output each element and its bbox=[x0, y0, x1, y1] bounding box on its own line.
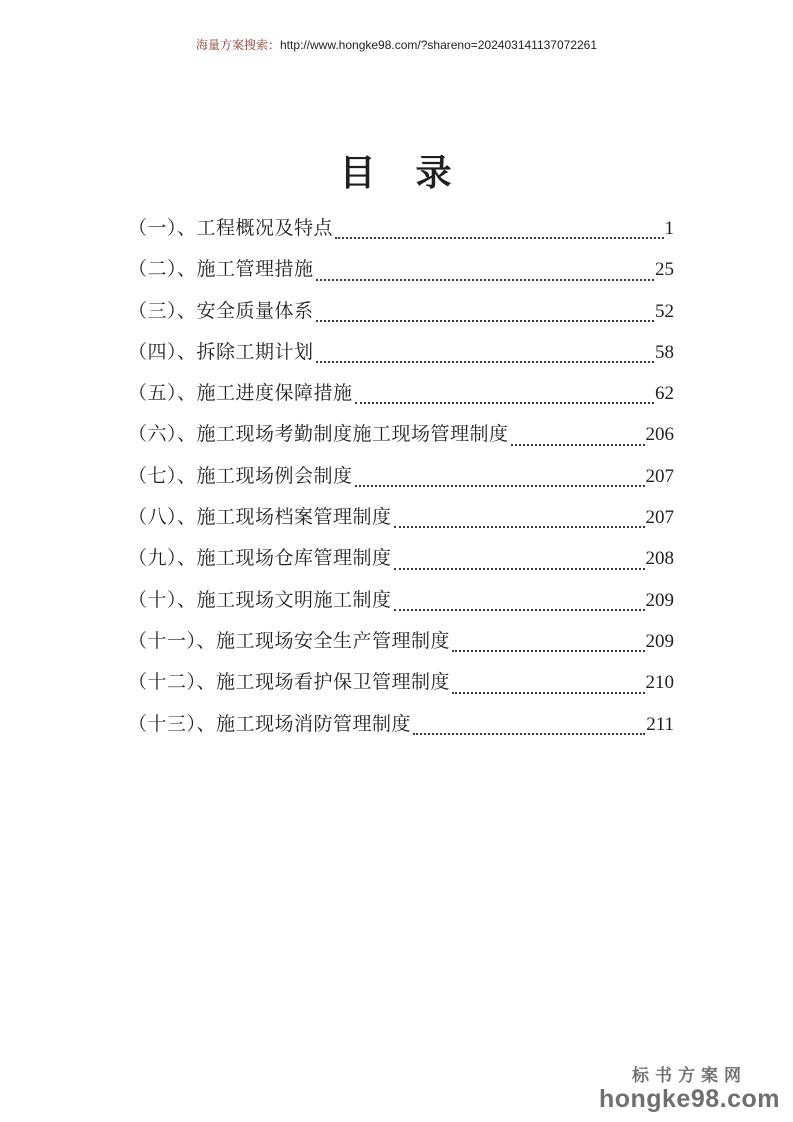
toc-entry[interactable] bbox=[128, 456, 674, 497]
toc-entry[interactable] bbox=[128, 538, 674, 579]
toc-entry-page: 207 bbox=[645, 507, 674, 529]
dot-leader bbox=[394, 568, 645, 570]
toc-entry-label: （一）、工程概况及特点 bbox=[128, 218, 334, 239]
page-header bbox=[0, 36, 793, 53]
toc-entry[interactable] bbox=[128, 414, 674, 455]
toc-entry-label: （三）、安全质量体系 bbox=[128, 300, 314, 322]
toc-entry[interactable] bbox=[128, 621, 674, 662]
dot-leader bbox=[452, 650, 644, 652]
toc-entry-page: 52 bbox=[655, 300, 674, 322]
toc-entry-label: （二）、施工管理措施 bbox=[128, 259, 314, 281]
toc-entry-page: 206 bbox=[645, 424, 674, 446]
toc-entry-page: 62 bbox=[655, 383, 674, 405]
toc-entry[interactable] bbox=[128, 373, 674, 414]
toc-entry[interactable] bbox=[128, 497, 674, 538]
toc-list bbox=[128, 208, 674, 745]
dot-leader bbox=[316, 361, 654, 363]
toc-entry[interactable] bbox=[128, 662, 674, 703]
toc-entry-label: （八）、施工现场档案管理制度 bbox=[128, 507, 392, 529]
site-watermark bbox=[599, 1067, 780, 1112]
dot-leader bbox=[316, 279, 654, 281]
toc-entry[interactable] bbox=[128, 580, 674, 621]
dot-leader bbox=[394, 526, 645, 528]
toc-entry-label: （六）、施工现场考勤制度施工现场管理制度 bbox=[128, 424, 509, 446]
toc-entry-label: （七）、施工现场例会制度 bbox=[128, 465, 353, 487]
toc-entry[interactable] bbox=[128, 249, 674, 290]
toc-entry-page: 25 bbox=[655, 259, 674, 281]
page-title: 目 录 bbox=[339, 153, 454, 193]
toc-entry-label: （十三）、施工现场消防管理制度 bbox=[128, 713, 412, 735]
toc-entry-page: 1 bbox=[664, 218, 674, 239]
header-label: 海量方案搜索： bbox=[195, 38, 280, 52]
toc-entry-label: （五）、施工进度保障措施 bbox=[128, 383, 353, 405]
toc-entry-page: 211 bbox=[646, 713, 674, 735]
watermark-domain: hongke98.com bbox=[598, 1085, 780, 1113]
dot-leader bbox=[316, 320, 654, 322]
dot-leader bbox=[355, 402, 654, 404]
dot-leader bbox=[511, 444, 645, 446]
toc-entry-page: 207 bbox=[645, 465, 674, 487]
watermark-site-name: 标书方案网 bbox=[631, 1066, 747, 1085]
toc-entry-label: （四）、拆除工期计划 bbox=[128, 341, 314, 363]
toc-entry-label: （九）、施工现场仓库管理制度 bbox=[128, 548, 392, 570]
toc-entry-page: 210 bbox=[645, 672, 674, 694]
toc-entry-page: 209 bbox=[645, 589, 674, 611]
toc-entry-page: 58 bbox=[655, 341, 674, 363]
header-url-link[interactable]: http://www.hongke98.com/?shareno=202403141137072261 bbox=[279, 38, 598, 52]
dot-leader bbox=[355, 485, 645, 487]
toc-entry[interactable] bbox=[128, 704, 674, 745]
toc-entry-label: （十）、施工现场文明施工制度 bbox=[128, 589, 392, 611]
toc-entry[interactable] bbox=[128, 208, 674, 249]
toc-entry[interactable] bbox=[128, 332, 674, 373]
toc-entry-page: 208 bbox=[645, 548, 674, 570]
dot-leader bbox=[335, 237, 663, 239]
toc-entry[interactable] bbox=[128, 291, 674, 332]
dot-leader bbox=[452, 692, 644, 694]
toc-entry-label: （十一）、施工现场安全生产管理制度 bbox=[128, 630, 451, 652]
dot-leader bbox=[413, 733, 645, 735]
dot-leader bbox=[394, 609, 645, 611]
toc-entry-page: 209 bbox=[645, 630, 674, 652]
toc-entry-label: （十二）、施工现场看护保卫管理制度 bbox=[128, 672, 451, 694]
